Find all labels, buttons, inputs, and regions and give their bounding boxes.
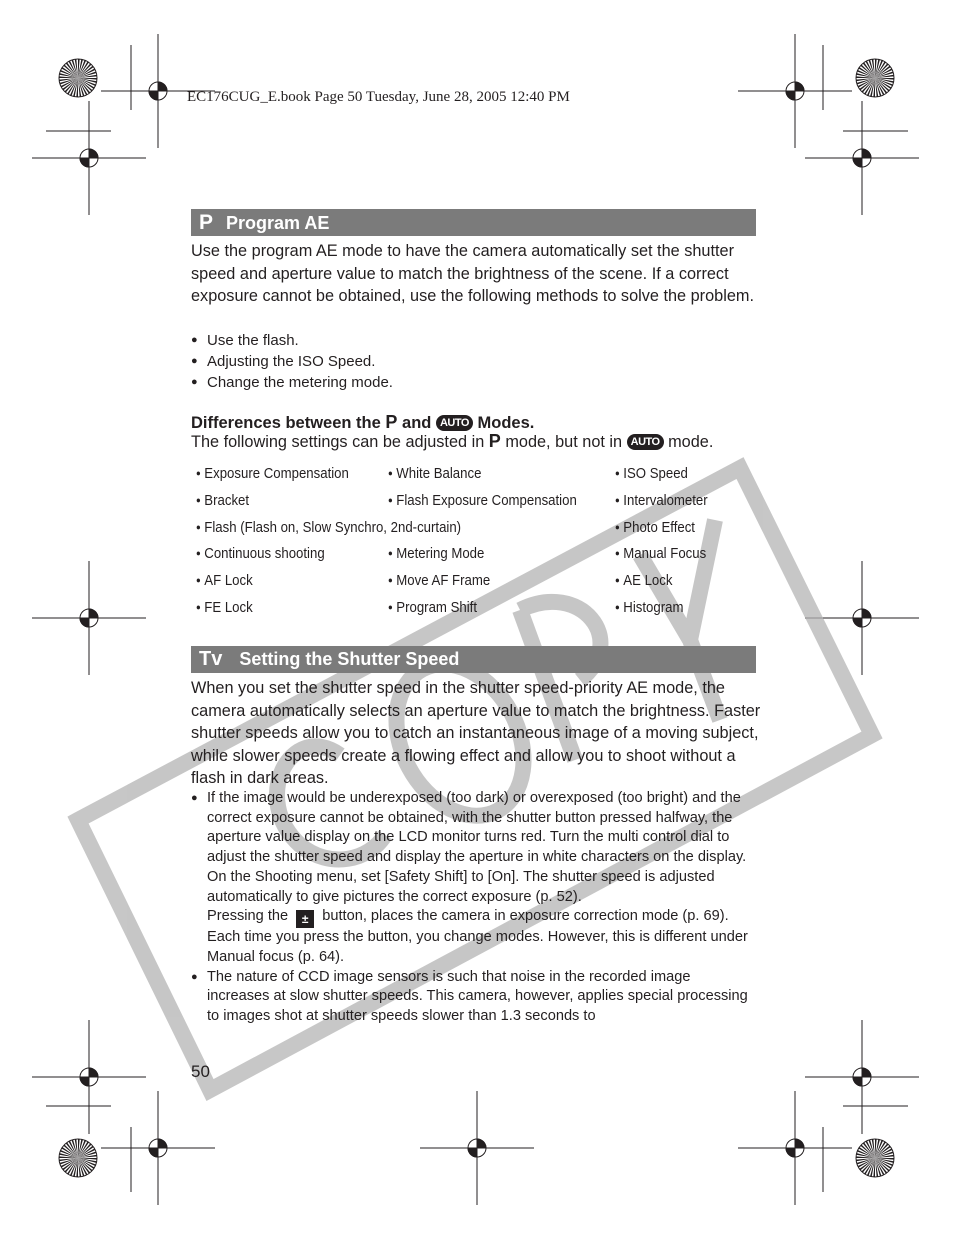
note-text-part: button, places the camera in exposure correction mode (p. 69). Each time you press the button, you change modes. However, this is different under Manual focus (p. 64). xyxy=(207,908,748,965)
list-item: ● Adjusting the ISO Speed. xyxy=(191,351,393,372)
heading-text: Differences between the xyxy=(191,414,381,432)
tv-mode-icon: Tv xyxy=(199,648,223,670)
setting-item: ● AE Lock xyxy=(615,572,672,589)
page-number: 50 xyxy=(191,1062,210,1081)
setting-item: ● Exposure Compensation xyxy=(196,465,349,482)
note-text: ● If the image would be underexposed (too dark) or overexposed (too bright) and the correct exposure cannot be obtained, with the shutter button pressed halfway, the aperture value display on the LCD monitor turns red. Turn the multi control dial to adjust the shutter speed and display the aperture in white characters on the display. xyxy=(207,790,747,866)
auto-mode-icon: AUTO xyxy=(436,415,473,431)
notes-list xyxy=(191,789,756,1027)
section-title: Program AE xyxy=(226,213,330,233)
p-mode-icon: P xyxy=(385,412,398,432)
differences-heading xyxy=(191,412,534,433)
heading-text: and xyxy=(402,414,432,432)
methods-list xyxy=(191,330,393,393)
list-item: ● Use the flash. xyxy=(191,330,393,351)
p-mode-icon: P xyxy=(199,211,214,234)
list-item xyxy=(191,789,756,968)
p-mode-icon: P xyxy=(488,431,501,451)
setting-item: ● Bracket xyxy=(196,492,249,509)
setting-item: ● Move AF Frame xyxy=(388,572,490,589)
section-header-program-ae xyxy=(191,209,756,236)
setting-item: ● ISO Speed xyxy=(615,465,688,482)
setting-item: ● Photo Effect xyxy=(615,519,695,536)
subtext: The following settings can be adjusted in xyxy=(191,433,485,451)
section-intro: When you set the shutter speed in the shutter speed-priority AE mode, the camera automatically selects an aperture value to match the brightness. Faster shutter speeds allow you to catch an instantaneous image of a moving subject, while slower speeds create a flowing effect and allow you to shoot without a flash in dark areas. xyxy=(191,679,761,787)
setting-item: ● AF Lock xyxy=(196,572,253,589)
auto-mode-icon: AUTO xyxy=(627,434,664,450)
note-text xyxy=(207,907,756,967)
setting-item: ● Continuous shooting xyxy=(196,545,325,562)
exposure-compensation-icon: ± xyxy=(296,910,314,928)
subtext: mode. xyxy=(668,433,714,451)
setting-item: ● Metering Mode xyxy=(388,545,484,562)
list-item: ● Change the metering mode. xyxy=(191,372,393,393)
subtext: mode, but not in xyxy=(505,433,623,451)
setting-item: ● Program Shift xyxy=(388,599,477,616)
differences-subtext xyxy=(191,431,713,452)
setting-item: ● White Balance xyxy=(388,465,481,482)
setting-item: ● Histogram xyxy=(615,599,683,616)
setting-item: ● Intervalometer xyxy=(615,492,708,509)
list-item: ● The nature of CCD image sensors is such that noise in the recorded image increases at slow shutter speeds. This camera, however, applies special processing to images shot at shutter speeds slower than 1.3 seconds to xyxy=(191,968,756,1027)
setting-item: ● Manual Focus xyxy=(615,545,706,562)
note-text: On the Shooting menu, set [Safety Shift] to [On]. The shutter speed is adjusted automatically to give pictures the correct exposure (p. 52). xyxy=(207,868,715,905)
setting-item: ● Flash (Flash on, Slow Synchro, 2nd-curtain) xyxy=(196,519,461,536)
setting-item: ● FE Lock xyxy=(196,599,253,616)
setting-item: ● Flash Exposure Compensation xyxy=(388,492,577,509)
section-intro: Use the program AE mode to have the camera automatically set the shutter speed and aperture value to match the brightness of the scene. If a correct exposure cannot be obtained, use the following methods to solve the problem. xyxy=(191,242,754,305)
section-title: Setting the Shutter Speed xyxy=(239,649,460,669)
note-text-part: Pressing the xyxy=(207,908,289,925)
book-header-line: EC176CUG_E.book Page 50 Tuesday, June 28, 2005 12:40 PM xyxy=(187,89,570,105)
section-header-shutter-speed xyxy=(191,646,756,673)
heading-text: Modes. xyxy=(477,414,535,432)
